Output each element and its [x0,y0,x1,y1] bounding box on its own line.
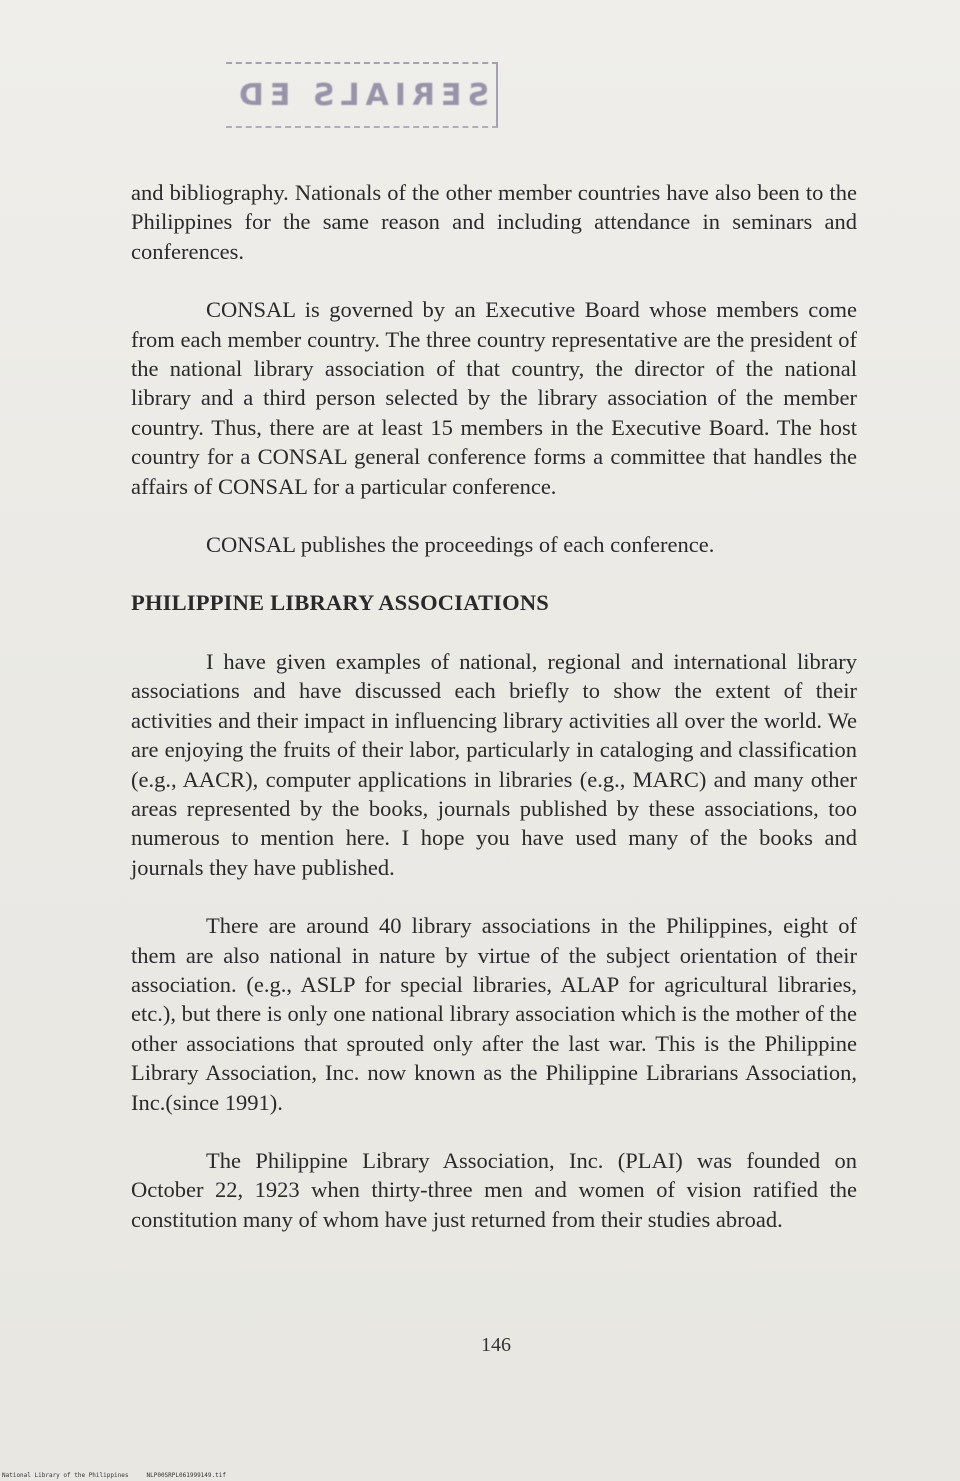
scan-footer: National Library of the Philippines NLP00SRPL061999149.tif [2,1472,226,1479]
serials-stamp [226,62,498,128]
paragraph-6: The Philippine Library Association, Inc. (PLAI) was founded on October 22, 1923 when thirty-three men and women of vision ratified the constitution many of whom have just returned from their studies abroad. [131,1147,857,1232]
paragraph-1: and bibliography. Nationals of the other member countries have also been to the Philippines for the same reason and including attendance in seminars and conferences. [131,180,857,264]
paragraph-4: I have given examples of national, regional and international library associations and have discussed each briefly to show the extent of their activities and their impact in influencing library activities all over the world. We are enjoying the fruits of their labor, particularly in cataloging and classification (e.g., AACR), computer applications in libraries (e.g., MARC) and many other areas represented by the books, journals published by these associations, too numerous to mention here. I hope you have used many of the books and journals they have published. [131,648,857,880]
paragraph-2: CONSAL is governed by an Executive Board whose members come from each member country. The three country representative are the president of the national library association of that country, the director of the national library and a third person selected by the library association of the member country. Thus, there are at least 15 members in the Executive Board. The host country for a CONSAL general conference forms a committee that handles the affairs of CONSAL for a particular conference. [131,297,857,499]
paragraph-5: There are around 40 library associations in the Philippines, eight of them are also national in nature by virtue of the subject orientation of their association. (e.g., ASLP for special libraries, ALAP for agricultural libraries, etc.), but there is only one national library association which is the mother of the other associations that sprouted only after the last war. This is the Philippine Library Association, Inc. now known as the Philippine Librarians Association, Inc.(since 1991). [131,913,857,1115]
page-number: 146 [481,1334,511,1356]
body-text [131,178,857,1234]
paragraph-3: CONSAL publishes the proceedings of each conference. [206,532,715,558]
stamp-text: SERIALS ED [232,77,490,113]
section-heading: PHILIPPINE LIBRARY ASSOCIATIONS [131,590,550,616]
